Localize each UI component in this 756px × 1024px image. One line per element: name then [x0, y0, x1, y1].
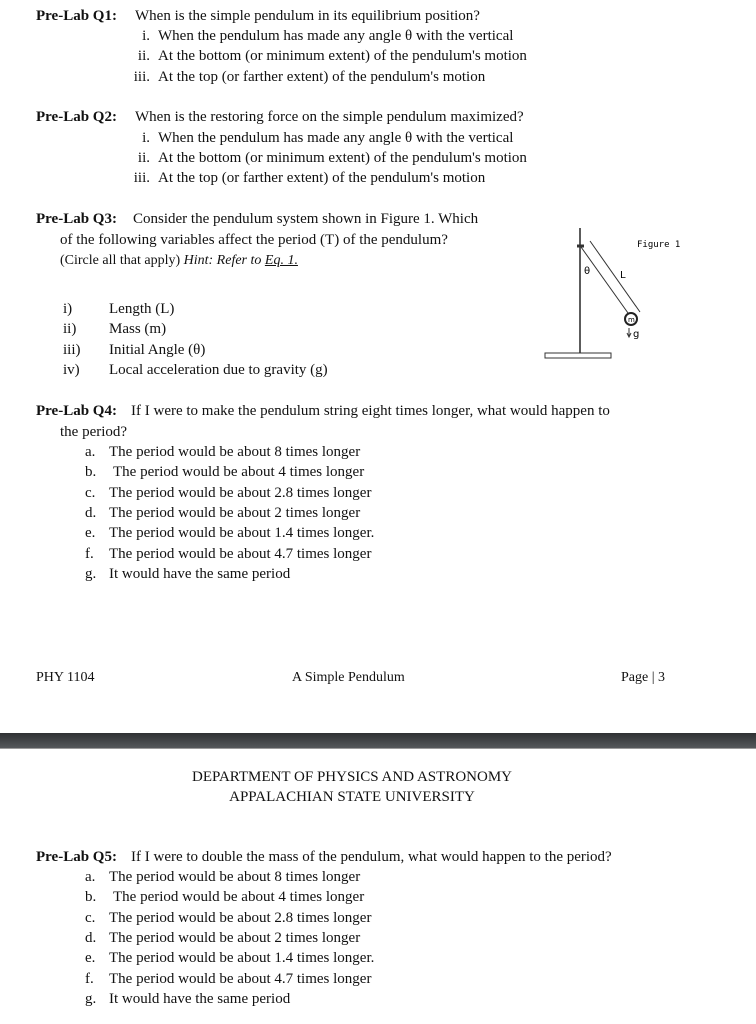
q4-label: Pre-Lab Q4: [36, 403, 117, 419]
q4-question-2: the period? [60, 424, 128, 440]
q3-hint: Hint: Refer to [183, 253, 262, 268]
q5-question: If I were to double the mass of the pendulum, what would happen to the period? [131, 849, 612, 865]
q5-opt-c: The period would be about 2.8 times longer [109, 910, 372, 926]
page-separator [0, 733, 756, 749]
q5-opt-c-num: c. [85, 910, 96, 926]
q4-opt-a: The period would be about 8 times longer [109, 444, 361, 460]
footer-page: Page | 3 [621, 670, 666, 685]
q1-opt1-num: i. [142, 28, 150, 44]
q5-opt-d: The period would be about 2 times longer [109, 930, 361, 946]
q2-opt1-num: i. [142, 130, 150, 146]
q4-opt-b: The period would be about 4 times longer [113, 464, 365, 480]
q1-label: Pre-Lab Q1: [36, 8, 117, 24]
q1-opt2: At the bottom (or minimum extent) of the pendulum's motion [158, 48, 527, 64]
footer-course: PHY 1104 [36, 670, 95, 685]
q5-opt-e: The period would be about 1.4 times longer. [109, 950, 375, 966]
q3-note: (Circle all that apply) [60, 253, 181, 268]
q5-label: Pre-Lab Q5: [36, 849, 117, 865]
q5-opt-f: The period would be about 4.7 times longer [109, 971, 372, 987]
q3-opt4-num: iv) [63, 362, 80, 378]
figure-caption: Figure 1 [637, 240, 681, 250]
q3-opt2-num: ii) [63, 321, 77, 337]
theta-label: θ [584, 266, 591, 277]
q3-opt1: Length (L) [109, 301, 175, 317]
length-label: L [620, 270, 626, 281]
header-univ: APPALACHIAN STATE UNIVERSITY [229, 789, 475, 805]
q4-opt-f: The period would be about 4.7 times longer [109, 546, 372, 562]
mass-label: m [628, 316, 635, 324]
pendulum-figure [540, 210, 700, 370]
q4-opt-c: The period would be about 2.8 times longer [109, 485, 372, 501]
q4-question-1: If I were to make the pendulum string eight times longer, what would happen to [131, 403, 610, 419]
q4-opt-b-num: b. [85, 464, 97, 480]
q4-opt-d-num: d. [85, 505, 97, 521]
q4-opt-g-num: g. [85, 566, 97, 582]
q3-question-1: Consider the pendulum system shown in Figure 1. Which [133, 211, 479, 227]
q4-opt-g: It would have the same period [109, 566, 291, 582]
q5-opt-a-num: a. [85, 869, 96, 885]
gravity-label: g [633, 329, 640, 340]
q3-hint-ref[interactable]: Eq. 1. [264, 253, 298, 268]
q1-opt3: At the top (or farther extent) of the pendulum's motion [158, 69, 486, 85]
q5-opt-e-num: e. [85, 950, 96, 966]
q2-label: Pre-Lab Q2: [36, 109, 117, 125]
stand-base [545, 353, 611, 358]
q3-opt1-num: i) [63, 301, 73, 317]
footer-title: A Simple Pendulum [292, 670, 405, 685]
q3-hint-line [60, 251, 298, 271]
q3-question-2: of the following variables affect the period (T) of the pendulum? [60, 232, 448, 248]
q2-opt3-num: iii. [133, 170, 150, 186]
header-dept: DEPARTMENT OF PHYSICS AND ASTRONOMY [191, 769, 512, 785]
q4-opt-f-num: f. [85, 546, 94, 562]
q1-opt2-num: ii. [137, 48, 150, 64]
q4-opt-d: The period would be about 2 times longer [109, 505, 361, 521]
q2-question: When is the restoring force on the simple pendulum maximized? [135, 109, 524, 125]
q5-opt-b: The period would be about 4 times longer [113, 889, 365, 905]
q2-opt2-num: ii. [137, 150, 150, 166]
q4-opt-a-num: a. [85, 444, 96, 460]
q4-opt-e-num: e. [85, 525, 96, 541]
q5-opt-b-num: b. [85, 889, 97, 905]
q2-opt1: When the pendulum has made any angle θ with the vertical [158, 130, 514, 146]
q5-opt-a: The period would be about 8 times longer [109, 869, 361, 885]
q2-opt2: At the bottom (or minimum extent) of the pendulum's motion [158, 150, 527, 166]
q4-opt-e: The period would be about 1.4 times longer. [109, 525, 375, 541]
q3-opt2: Mass (m) [109, 321, 167, 337]
q1-opt1: When the pendulum has made any angle θ with the vertical [158, 28, 514, 44]
q3-label: Pre-Lab Q3: [36, 211, 117, 227]
q5-opt-g-num: g. [85, 991, 97, 1007]
length-marker [590, 241, 640, 312]
q3-opt4: Local acceleration due to gravity (g) [109, 362, 328, 378]
q1-opt3-num: iii. [133, 69, 150, 85]
q4-opt-c-num: c. [85, 485, 96, 501]
q5-opt-f-num: f. [85, 971, 94, 987]
q3-opt3-num: iii) [63, 342, 81, 358]
q5-opt-g: It would have the same period [109, 991, 291, 1007]
q3-opt3: Initial Angle (θ) [109, 342, 206, 358]
q1-question: When is the simple pendulum in its equilibrium position? [135, 8, 480, 24]
q2-opt3: At the top (or farther extent) of the pendulum's motion [158, 170, 486, 186]
q5-opt-d-num: d. [85, 930, 97, 946]
